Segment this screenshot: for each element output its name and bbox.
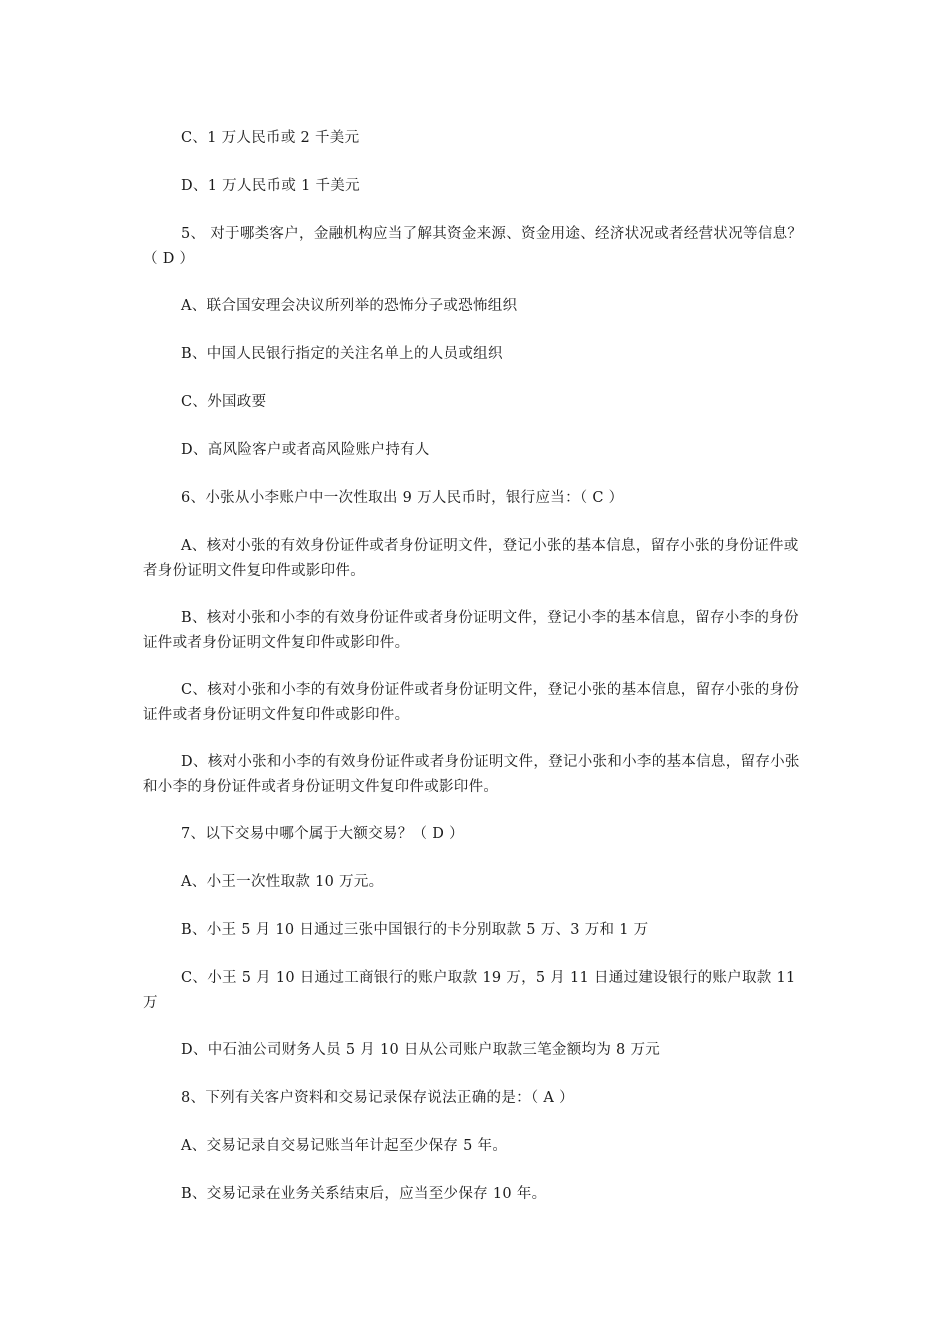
option-c-q7: C、小王 5 月 10 日通过工商银行的账户取款 19 万，5 月 11 日通过建设银行的账户取款 11 万 — [143, 970, 796, 1011]
question-8: 8、下列有关客户资料和交易记录保存说法正确的是：（ A ） — [181, 1090, 574, 1106]
option-b-q7: B、小王 5 月 10 日通过三张中国银行的卡分别取款 5 万、3 万和 1 万 — [181, 922, 649, 938]
option-a-q5: A、联合国安理会决议所列举的恐怖分子或恐怖组织 — [181, 298, 518, 314]
option-c-q4: C、1 万人民币或 2 千美元 — [181, 130, 360, 146]
question-6: 6、小张从小李账户中一次性取出 9 万人民币时，银行应当：（ C ） — [181, 490, 624, 506]
option-c-q5: C、外国政要 — [181, 394, 267, 410]
option-d-q7: D、中石油公司财务人员 5 月 10 日从公司账户取款三笔金额均为 8 万元 — [181, 1042, 661, 1058]
option-a-q6: A、核对小张的有效身份证件或者身份证明文件，登记小张的基本信息，留存小张的身份证件或者身份证明文件复印件或影印件。 — [143, 538, 799, 579]
option-b-q6: B、核对小张和小李的有效身份证件或者身份证明文件，登记小李的基本信息，留存小李的身份证件或者身份证明文件复印件或影印件。 — [143, 610, 799, 651]
option-d-q6: D、核对小张和小李的有效身份证件或者身份证明文件，登记小张和小李的基本信息，留存小张和小李的身份证件或者身份证明文件复印件或影印件。 — [143, 754, 800, 795]
question-7: 7、以下交易中哪个属于大额交易？（ D ） — [181, 826, 464, 842]
option-b-q8: B、交易记录在业务关系结束后，应当至少保存 10 年。 — [181, 1186, 547, 1202]
option-d-q5: D、高风险客户或者高风险账户持有人 — [181, 442, 430, 458]
option-d-q4: D、1 万人民币或 1 千美元 — [181, 178, 360, 194]
option-c-q6: C、核对小张和小李的有效身份证件或者身份证明文件，登记小张的基本信息，留存小张的身份证件或者身份证明文件复印件或影印件。 — [143, 682, 800, 723]
option-a-q8: A、交易记录自交易记账当年计起至少保存 5 年。 — [181, 1138, 508, 1154]
question-5: 5、 对于哪类客户，金融机构应当了解其资金来源、资金用途、经济状况或者经营状况等信息？（ D ） — [143, 226, 803, 267]
option-b-q5: B、中国人民银行指定的关注名单上的人员或组织 — [181, 346, 503, 362]
option-a-q7: A、小王一次性取款 10 万元。 — [181, 874, 384, 890]
